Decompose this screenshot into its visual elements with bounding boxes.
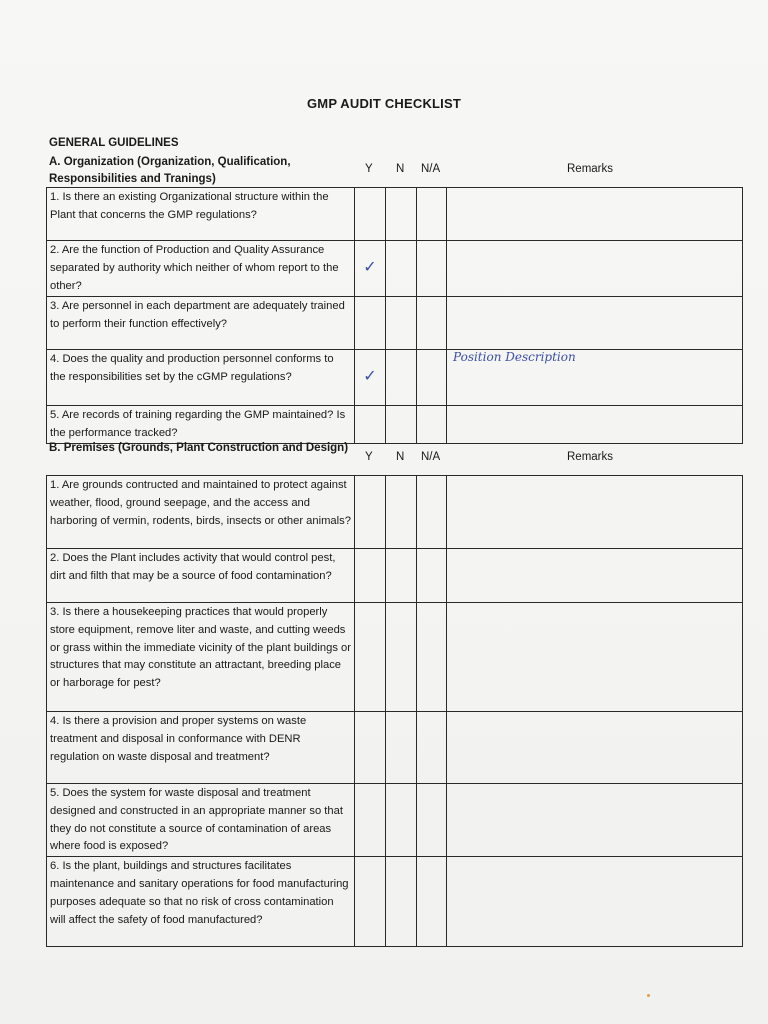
table-row xyxy=(47,350,743,406)
table-row xyxy=(47,188,743,241)
a-question-1: 1. Is there an existing Organizational structure within the Plant that concerns the GMP regulations? xyxy=(47,188,355,241)
b-remarks-cell-4[interactable] xyxy=(447,712,743,784)
col-header-na-b: N/A xyxy=(421,451,441,463)
col-header-y-b: Y xyxy=(365,451,373,463)
a-question-2: 2. Are the function of Production and Quality Assurance separated by authority which neither of whom report to the other? xyxy=(47,241,355,297)
b-y-checkbox-2[interactable] xyxy=(355,549,386,603)
table-row xyxy=(47,406,743,444)
b-remarks-cell-5[interactable] xyxy=(447,784,743,857)
b-y-checkbox-1[interactable] xyxy=(355,476,386,549)
b-n-checkbox-3[interactable] xyxy=(386,603,417,712)
section-a-table xyxy=(46,187,743,444)
a-remarks-cell-5[interactable] xyxy=(447,406,743,444)
table-row xyxy=(47,241,743,297)
col-header-n-b: N xyxy=(396,451,405,463)
a-y-checkbox-5[interactable] xyxy=(355,406,386,444)
a-question-5: 5. Are records of training regarding the GMP maintained? Is the performance tracked? xyxy=(47,406,355,444)
b-question-4: 4. Is there a provision and proper systems on waste treatment and disposal in conformance with DENR regulation on waste disposal and treatment? xyxy=(47,712,355,784)
b-remarks-cell-1[interactable] xyxy=(447,476,743,549)
col-header-remarks: Remarks xyxy=(567,163,614,175)
a-y-checkbox-4[interactable] xyxy=(355,350,386,406)
a-na-checkbox-4[interactable] xyxy=(417,350,447,406)
b-n-checkbox-6[interactable] xyxy=(386,857,417,947)
a-na-checkbox-2[interactable] xyxy=(417,241,447,297)
a-n-checkbox-4[interactable] xyxy=(386,350,417,406)
checkmark-icon: ✓ xyxy=(363,366,377,386)
table-row xyxy=(47,476,743,549)
b-na-checkbox-2[interactable] xyxy=(417,549,447,603)
b-na-checkbox-3[interactable] xyxy=(417,603,447,712)
b-y-checkbox-3[interactable] xyxy=(355,603,386,712)
a-question-4: 4. Does the quality and production personnel conforms to the responsibilities set by the cGMP regulations? xyxy=(47,350,355,406)
b-remarks-cell-3[interactable] xyxy=(447,603,743,712)
a-na-checkbox-5[interactable] xyxy=(417,406,447,444)
a-y-checkbox-3[interactable] xyxy=(355,297,386,350)
a-remarks-cell-2[interactable] xyxy=(447,241,743,297)
b-na-checkbox-4[interactable] xyxy=(417,712,447,784)
table-row xyxy=(47,712,743,784)
a-question-3: 3. Are personnel in each department are adequately trained to perform their function effectively? xyxy=(47,297,355,350)
a-remarks-cell-3[interactable] xyxy=(447,297,743,350)
page-title: GMP AUDIT CHECKLIST xyxy=(306,96,462,111)
table-row xyxy=(47,603,743,712)
table-row xyxy=(47,549,743,603)
b-y-checkbox-6[interactable] xyxy=(355,857,386,947)
b-y-checkbox-5[interactable] xyxy=(355,784,386,857)
handwritten-remark: Position Description xyxy=(453,350,576,364)
a-n-checkbox-3[interactable] xyxy=(386,297,417,350)
paper-mark xyxy=(647,994,650,997)
b-n-checkbox-1[interactable] xyxy=(386,476,417,549)
b-question-1: 1. Are grounds contructed and maintained to protect against weather, flood, ground seepage, and the access and harboring of vermin, rodents, birds, insects or other animals? xyxy=(47,476,355,549)
b-remarks-cell-2[interactable] xyxy=(447,549,743,603)
b-na-checkbox-5[interactable] xyxy=(417,784,447,857)
col-header-y: Y xyxy=(365,163,373,175)
b-n-checkbox-5[interactable] xyxy=(386,784,417,857)
a-remarks-cell-4[interactable] xyxy=(447,350,743,406)
checkmark-icon: ✓ xyxy=(363,257,377,277)
section-a-heading: A. Organization (Organization, Qualification, Responsibilities and Tranings) xyxy=(49,156,291,185)
a-n-checkbox-1[interactable] xyxy=(386,188,417,241)
b-question-2: 2. Does the Plant includes activity that would control pest, dirt and filth that may be a source of food contamination? xyxy=(47,549,355,603)
a-n-checkbox-5[interactable] xyxy=(386,406,417,444)
table-row xyxy=(47,857,743,947)
a-y-checkbox-1[interactable] xyxy=(355,188,386,241)
b-question-5: 5. Does the system for waste disposal and treatment designed and constructed in an appropriate manner so that they do not constitute a source of contamination of areas where food is exposed? xyxy=(47,784,355,857)
a-na-checkbox-3[interactable] xyxy=(417,297,447,350)
b-na-checkbox-6[interactable] xyxy=(417,857,447,947)
a-na-checkbox-1[interactable] xyxy=(417,188,447,241)
section-b-heading: B. Premises (Grounds, Plant Construction and Design) xyxy=(49,442,349,454)
table-row xyxy=(47,784,743,857)
table-row xyxy=(47,297,743,350)
b-remarks-cell-6[interactable] xyxy=(447,857,743,947)
a-n-checkbox-2[interactable] xyxy=(386,241,417,297)
a-remarks-cell-1[interactable] xyxy=(447,188,743,241)
b-n-checkbox-2[interactable] xyxy=(386,549,417,603)
general-guidelines-heading: GENERAL GUIDELINES xyxy=(49,137,179,149)
section-b-table xyxy=(46,475,743,947)
b-na-checkbox-1[interactable] xyxy=(417,476,447,549)
b-n-checkbox-4[interactable] xyxy=(386,712,417,784)
b-question-3: 3. Is there a housekeeping practices that would properly store equipment, remove liter and waste, and cutting weeds or grass within the immediate vicinity of the plant buildings or structures that may constitute an attractant, breeding place or harborage for pest? xyxy=(47,603,355,712)
a-y-checkbox-2[interactable] xyxy=(355,241,386,297)
b-y-checkbox-4[interactable] xyxy=(355,712,386,784)
col-header-n: N xyxy=(396,163,405,175)
col-header-remarks-b: Remarks xyxy=(567,451,614,463)
col-header-na: N/A xyxy=(421,163,441,175)
b-question-6: 6. Is the plant, buildings and structures facilitates maintenance and sanitary operations for food manufacturing purposes adequate so that no risk of cross contamination will affect the safety of food manufactured? xyxy=(47,857,355,947)
